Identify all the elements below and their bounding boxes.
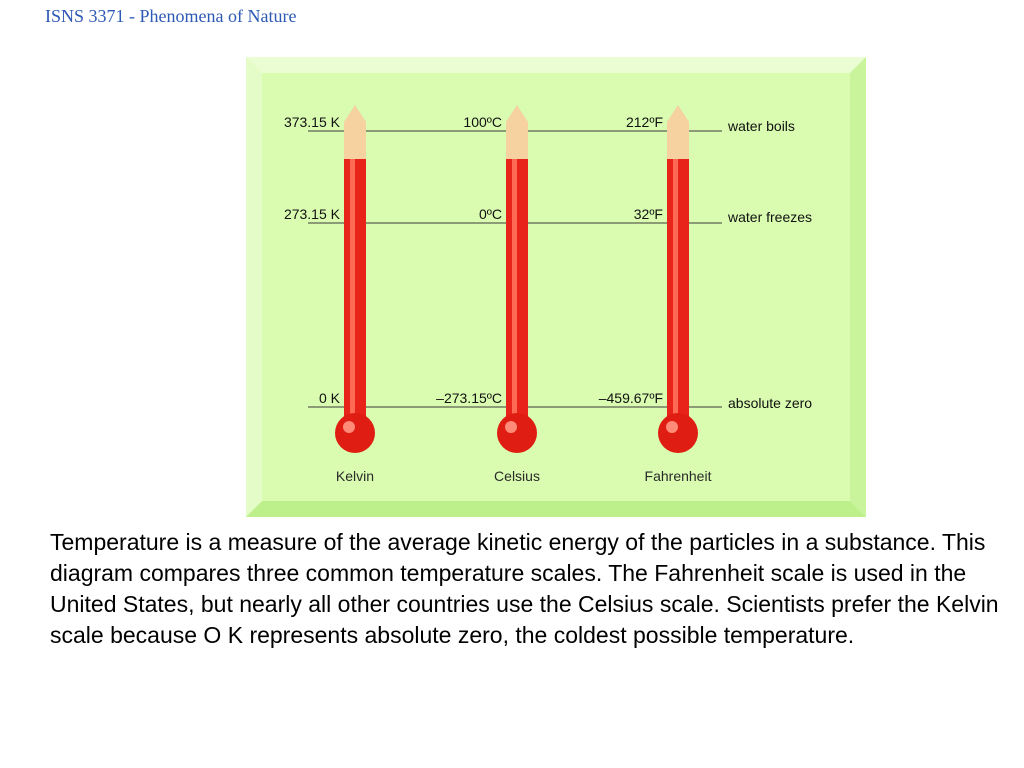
panel-bevel-bottom — [246, 501, 866, 517]
water-boils-label: water boils — [728, 118, 795, 134]
celsius-bulb-highlight — [505, 421, 517, 433]
fahrenheit-boils-reading: 212ºF — [625, 114, 663, 130]
celsius-freezes-reading: 0ºC — [478, 206, 502, 222]
fahrenheit-bulb — [658, 413, 698, 453]
panel-bevel-left — [246, 57, 262, 517]
fahrenheit-tube-empty — [667, 121, 689, 161]
panel-bevel-top — [246, 57, 866, 73]
kelvin-scale-label: Kelvin — [335, 468, 375, 484]
celsius-zero-reading: –273.15ºC — [436, 390, 502, 406]
celsius-scale-label: Celsius — [494, 468, 540, 484]
fahrenheit-zero-reading: –459.67ºF — [598, 390, 663, 406]
celsius-tube-empty — [506, 121, 528, 161]
water-freezes-label: water freezes — [728, 209, 813, 225]
celsius-mercury-highlight — [512, 159, 517, 429]
kelvin-freezes-reading: 273.15 K — [283, 206, 340, 222]
kelvin-bulb — [335, 413, 375, 453]
temperature-scales-diagram — [246, 57, 866, 517]
kelvin-boils-reading: 373.15 K — [283, 114, 340, 130]
kelvin-mercury-highlight — [350, 159, 355, 429]
absolute-zero-label: absolute zero — [728, 395, 813, 411]
kelvin-zero-reading: 0 K — [318, 390, 340, 406]
fahrenheit-bulb-highlight — [666, 421, 678, 433]
fahrenheit-freezes-reading: 32ºF — [633, 206, 663, 222]
fahrenheit-scale-label: Fahrenheit — [644, 468, 712, 484]
celsius-boils-reading: 100ºC — [463, 114, 502, 130]
kelvin-bulb-highlight — [343, 421, 355, 433]
fahrenheit-mercury-highlight — [673, 159, 678, 429]
caption-paragraph: Temperature is a measure of the average kinetic energy of the particles in a substance. This diagram compares three common temperature scales. The Fahrenheit scale is used in the United States, but nearly all other countries use the Celsius scale. Scientists prefer the Kelvin scale because O K represents absolute zero, the coldest possible temperature. — [50, 529, 999, 648]
kelvin-tube-empty — [344, 121, 366, 161]
header-title: ISNS 3371 - Phenomena of Nature — [45, 6, 297, 26]
celsius-bulb — [497, 413, 537, 453]
panel-bevel-right — [850, 57, 866, 517]
